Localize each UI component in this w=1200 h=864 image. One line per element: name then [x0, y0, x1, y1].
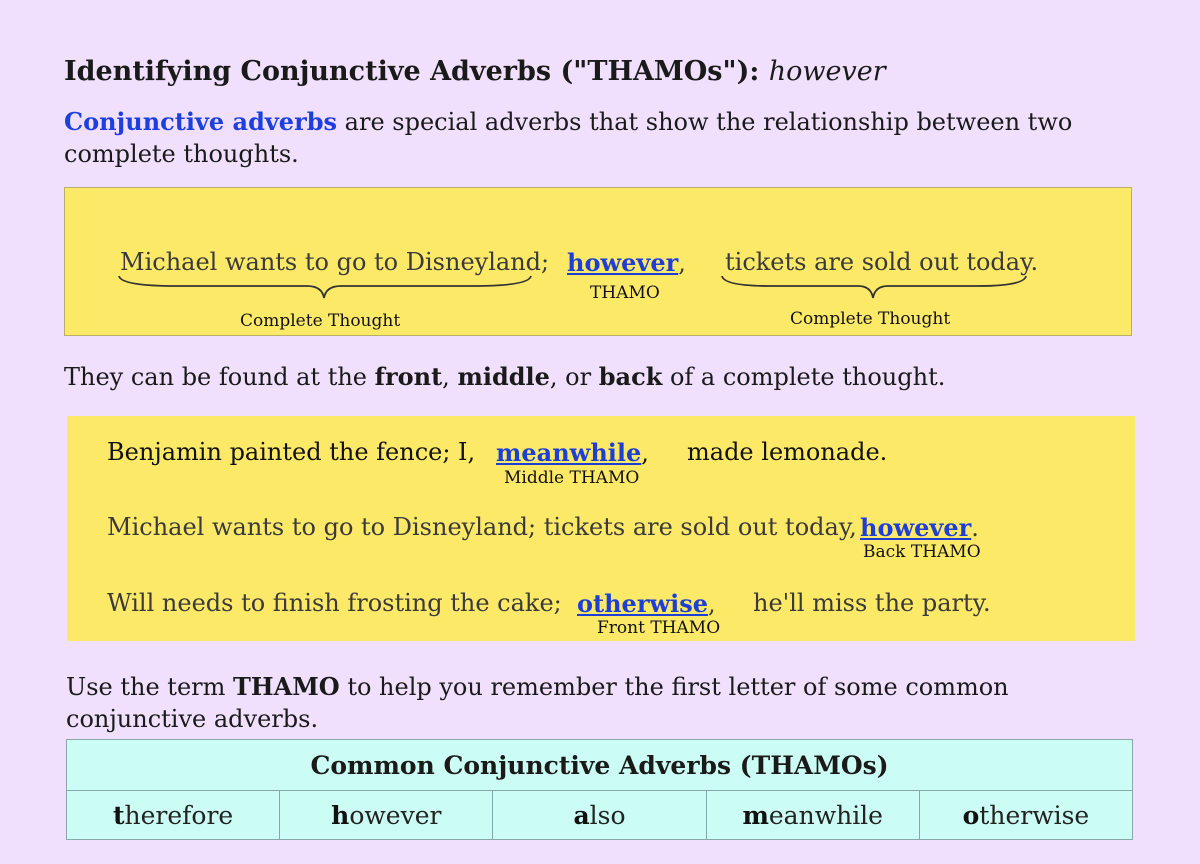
position-sentence — [64, 362, 945, 391]
use-term-paragraph — [66, 671, 1146, 735]
front-comma: , — [708, 590, 716, 618]
intro-term: Conjunctive adverbs — [64, 107, 338, 136]
table-cell-therefore — [67, 791, 280, 840]
front-thamo-link[interactable]: otherwise — [577, 589, 709, 618]
cell-rest: owever — [349, 801, 442, 830]
page-title — [64, 56, 886, 87]
use-term: THAMO — [233, 672, 340, 701]
thamo-table — [66, 739, 1133, 840]
middle-word: middle — [457, 362, 550, 391]
front-word: front — [374, 362, 443, 391]
cell-rest: herefore — [124, 801, 234, 830]
brace-2-icon — [720, 274, 1030, 300]
cell-initial: t — [112, 801, 125, 830]
intro-paragraph — [64, 106, 1124, 170]
front-after: he'll miss the party. — [753, 589, 991, 617]
example-box — [64, 187, 1132, 336]
example-thamo-link[interactable]: however — [567, 248, 679, 277]
position-text-b: , — [442, 363, 450, 391]
back-period: . — [971, 514, 979, 542]
intro-rest: are special adverbs that show the relationship between two complete thoughts. — [64, 108, 1073, 168]
title-word: however — [768, 56, 886, 87]
cell-initial: o — [962, 801, 980, 830]
table-cell-otherwise — [920, 791, 1132, 840]
table-cell-however — [280, 791, 493, 840]
brace-1-icon — [117, 274, 535, 300]
example-clause-2: tickets are sold out today. — [725, 248, 1039, 276]
middle-label: Middle THAMO — [504, 468, 640, 488]
cell-rest: therwise — [979, 801, 1090, 830]
thought-label-1: Complete Thought — [240, 311, 401, 331]
use-text-b: to help you remember the first letter of some common conjunctive adverbs. — [66, 673, 1009, 733]
middle-after: made lemonade. — [687, 438, 888, 466]
table-cell-also — [493, 791, 706, 840]
thought-label-2: Complete Thought — [790, 309, 951, 329]
cell-initial: a — [573, 801, 590, 830]
cell-rest: lso — [589, 801, 626, 830]
front-thamo — [577, 589, 716, 618]
position-text-c: , or — [549, 363, 592, 391]
back-before: Michael wants to go to Disneyland; tickets are sold out today, — [107, 513, 857, 541]
back-word: back — [598, 362, 663, 391]
cell-rest: eanwhile — [768, 801, 883, 830]
table-header: Common Conjunctive Adverbs (THAMOs) — [67, 740, 1132, 791]
back-thamo — [860, 513, 979, 542]
title-prefix: Identifying Conjunctive Adverbs ("THAMOs"): — [64, 56, 760, 87]
cell-initial: m — [742, 801, 769, 830]
thamo-label: THAMO — [590, 283, 660, 303]
table-row — [67, 791, 1132, 840]
position-text-d: of a complete thought. — [669, 363, 946, 391]
middle-thamo — [496, 438, 649, 467]
table-cell-meanwhile — [707, 791, 920, 840]
position-text-a: They can be found at the — [64, 363, 368, 391]
middle-comma: , — [641, 439, 649, 467]
example-thamo — [567, 248, 686, 277]
back-label: Back THAMO — [863, 542, 981, 562]
front-label: Front THAMO — [597, 618, 721, 638]
middle-thamo-link[interactable]: meanwhile — [496, 438, 642, 467]
front-before: Will needs to finish frosting the cake; — [107, 589, 562, 617]
cell-initial: h — [331, 801, 350, 830]
back-thamo-link[interactable]: however — [860, 513, 972, 542]
example-clause-1: Michael wants to go to Disneyland; — [120, 248, 550, 276]
middle-before: Benjamin painted the fence; I, — [107, 438, 476, 466]
use-text-a: Use the term — [66, 673, 226, 701]
example-comma: , — [678, 249, 686, 277]
examples-box — [67, 416, 1135, 641]
